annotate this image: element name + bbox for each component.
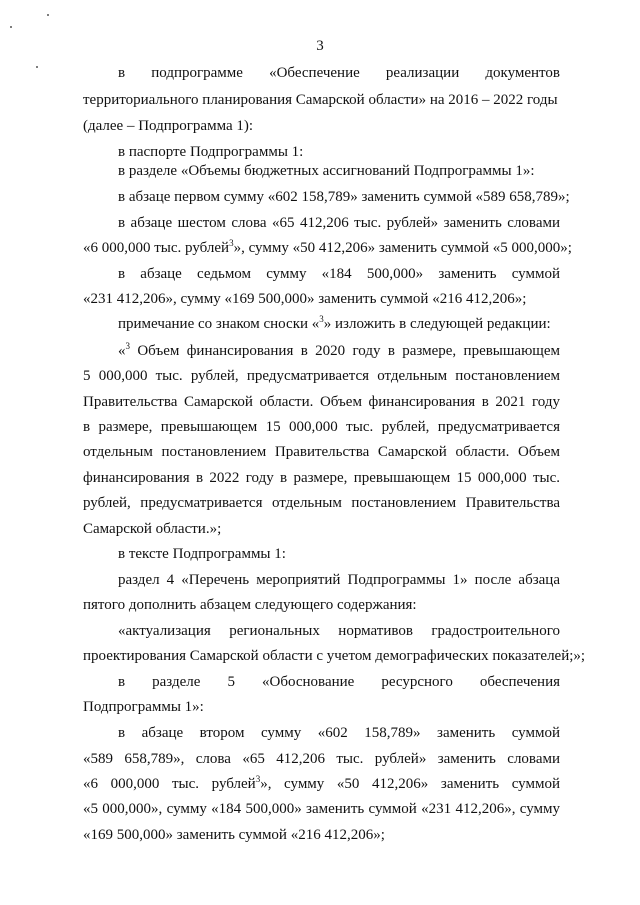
text-line: в разделе 5 «Обоснование ресурсного обеспечения <box>118 674 560 690</box>
text-line: «6 000,000 тыс. рублей$^3$», сумму «50 412,206» заменить суммой <box>83 774 560 792</box>
footnote-mark: 3 <box>319 314 324 324</box>
text-line: территориального планирования Самарской области» на 2016 – 2022 годы <box>83 92 558 108</box>
footnote-mark: 3 <box>255 774 261 784</box>
text-line: «231 412,206», сумму «169 500,000» заменить суммой «216 412,206»; <box>83 291 527 307</box>
text-line: в абзаце первом сумму «602 158,789» заменить суммой «589 658,789»; <box>118 189 570 205</box>
footnote-mark: 3 <box>125 341 130 351</box>
text-line: в абзаце шестом слова «65 412,206 тыс. рублей» заменить словами <box>118 215 560 231</box>
text-line: примечание со знаком сноски «$^3$» изложить в следующей редакции: <box>118 314 551 332</box>
text-line: «169 500,000» заменить суммой «216 412,206»; <box>83 827 385 843</box>
text-line: в абзаце седьмом сумму «184 500,000» заменить суммой <box>118 266 560 282</box>
text-line: проектирования Самарской области с учетом демографических показателей;»; <box>83 648 586 664</box>
text-line: Самарской области.»; <box>83 521 222 537</box>
text-line: в абзаце втором сумму «602 158,789» заменить суммой <box>118 725 560 741</box>
text-line: раздел 4 «Перечень мероприятий Подпрограммы 1» после абзаца <box>118 572 560 588</box>
text-line: в разделе «Объемы бюджетных ассигнований Подпрограммы 1»: <box>118 163 535 179</box>
text-line: Правительства Самарской области. Объем финансирования в 2021 году <box>83 394 560 410</box>
text-line: в подпрограмме «Обеспечение реализации документов <box>118 65 560 81</box>
text-line: «$^3$ Объем финансирования в 2020 году в размере, превышающем <box>118 341 560 359</box>
text-line: «589 658,789», слова «65 412,206 тыс. рублей» заменить словами <box>83 751 560 767</box>
text-line: в тексте Подпрограммы 1: <box>118 546 286 562</box>
text-line: Подпрограммы 1»: <box>83 699 204 715</box>
text-line: пятого дополнить абзацем следующего содержания: <box>83 597 417 613</box>
text-line: отдельным постановлением Правительства Самарской области. Объем <box>83 444 560 460</box>
text-line: в размере, превышающем 15 000,000 тыс. рублей, предусматривается <box>83 419 560 435</box>
scan-speck <box>47 14 49 16</box>
text-line: рублей, предусматривается отдельным постановлением Правительства <box>83 495 560 511</box>
text-line: 5 000,000 тыс. рублей, предусматривается отдельным постановлением <box>83 368 560 384</box>
text-line: финансирования в 2022 году в размере, превышающем 15 000,000 тыс. <box>83 470 560 486</box>
text-line: в паспорте Подпрограммы 1: <box>118 144 304 160</box>
text-line: «актуализация региональных нормативов градостроительного <box>118 623 560 639</box>
scan-speck <box>10 26 12 28</box>
footnote-mark: 3 <box>229 238 234 248</box>
page-number: 3 <box>316 38 324 54</box>
text-line: «5 000,000», сумму «184 500,000» заменить суммой «231 412,206», сумму <box>83 801 560 817</box>
text-line: (далее – Подпрограмма 1): <box>83 118 254 134</box>
text-line: «6 000,000 тыс. рублей$^3$», сумму «50 412,206» заменить суммой «5 000,000»; <box>83 238 572 256</box>
scan-speck <box>36 66 38 68</box>
